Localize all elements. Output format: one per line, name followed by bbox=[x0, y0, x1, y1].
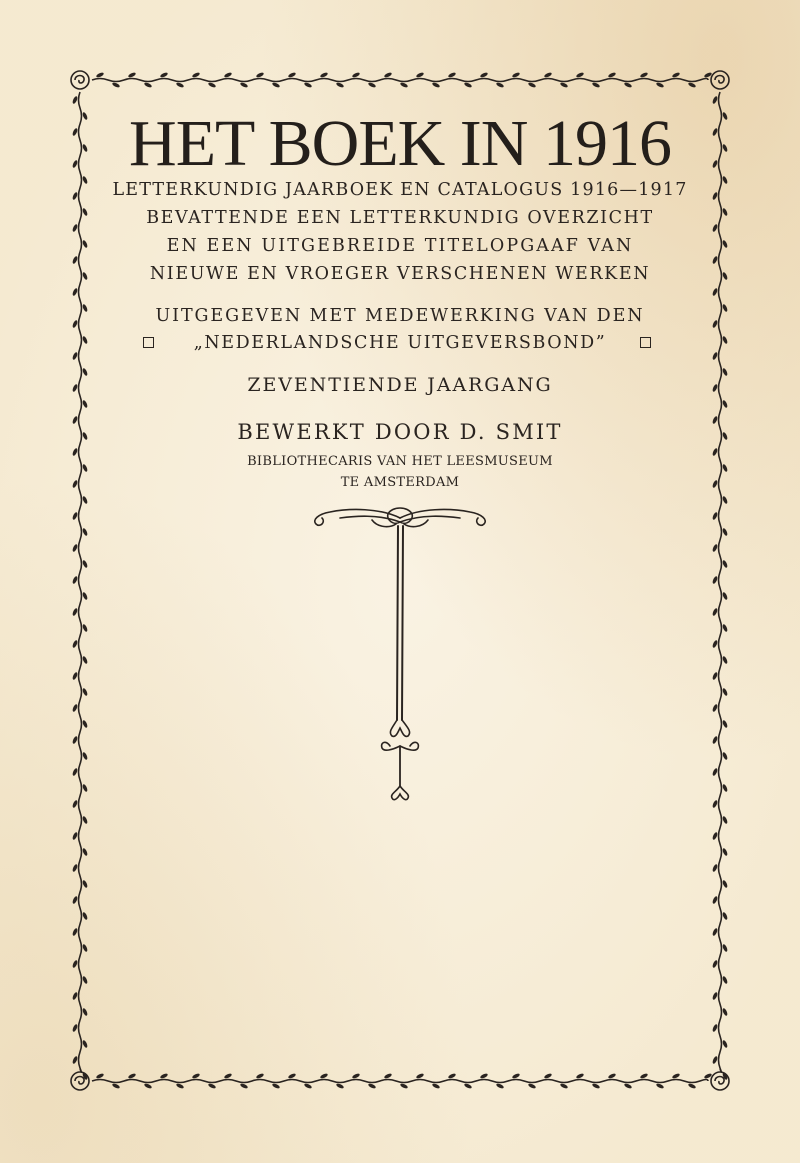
square-bullet-icon bbox=[640, 337, 651, 348]
editor-place: TE AMSTERDAM bbox=[340, 475, 460, 490]
rosette-icon bbox=[71, 1072, 89, 1090]
subtitle-line: NIEUWE EN VROEGER VERSCHENEN WERKEN bbox=[149, 264, 651, 284]
rosette-icon bbox=[711, 71, 729, 89]
subtitle-line: BEVATTENDE EEN LETTERKUNDIG OVERZICHT bbox=[146, 208, 654, 228]
editor-role: BIBLIOTHECARIS VAN HET LEESMUSEUM bbox=[247, 454, 553, 469]
scroll-ornament bbox=[300, 500, 500, 810]
publisher-line: „NEDERLANDSCHE UITGEVERSBOND” bbox=[193, 333, 607, 353]
subtitle-line: EN EEN UITGEBREIDE TITELOPGAAF VAN bbox=[166, 236, 634, 256]
publisher-line: UITGEGEVEN MET MEDEWERKING VAN DEN bbox=[155, 306, 645, 326]
rosette-icon bbox=[711, 1072, 729, 1090]
square-bullet-icon bbox=[143, 337, 154, 348]
editor-line: BEWERKT DOOR D. SMIT bbox=[237, 420, 563, 444]
book-title: HET BOEK IN 1916 bbox=[129, 107, 671, 180]
edition-label: ZEVENTIENDE JAARGANG bbox=[247, 374, 553, 396]
rosette-icon bbox=[71, 71, 89, 89]
subtitle-line: LETTERKUNDIG JAARBOEK EN CATALOGUS 1916—1917 bbox=[112, 180, 688, 200]
